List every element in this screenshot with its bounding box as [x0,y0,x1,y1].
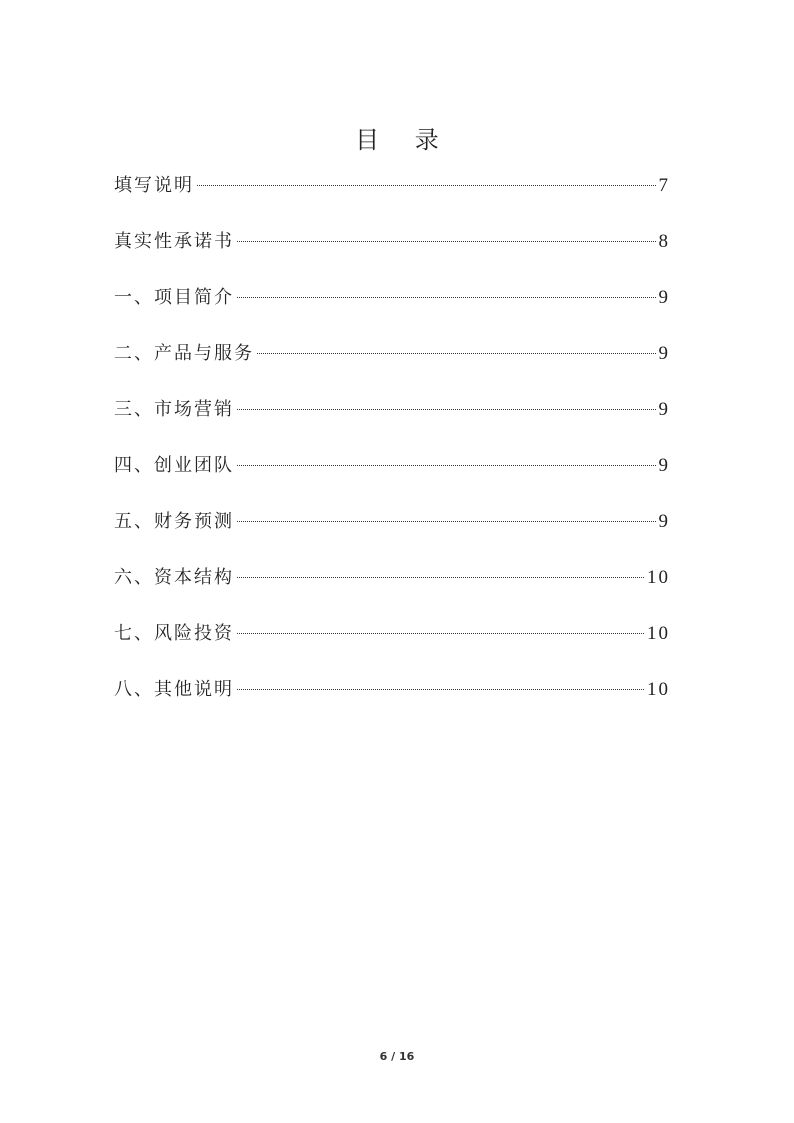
toc-dot-leader [237,409,656,410]
toc-entry-page: 10 [647,623,670,644]
toc-entry-label: 六、资本结构 [114,567,234,588]
toc-entry-project-summary[interactable] [114,280,670,336]
toc-entry-other-notes[interactable] [114,672,670,728]
toc-dot-leader [237,689,644,690]
toc-entry-page: 8 [658,231,670,252]
toc-entry-page: 9 [658,455,670,476]
toc-dot-leader [237,241,656,242]
toc-entry-page: 9 [658,343,670,364]
toc-title: 目 录 [355,126,453,154]
toc-entry-page: 7 [658,175,670,196]
toc-entry-financial-forecast[interactable] [114,504,670,560]
toc-dot-leader [257,353,656,354]
toc-entry-team[interactable] [114,448,670,504]
toc-entry-venture-capital[interactable] [114,616,670,672]
toc-entry-authenticity-pledge[interactable] [114,224,670,280]
toc-entry-capital-structure[interactable] [114,560,670,616]
toc-dot-leader [237,577,644,578]
page-number-footer: 6 / 16 [379,1050,415,1063]
toc-entry-label: 五、财务预测 [114,511,234,532]
toc-entry-page: 9 [658,399,670,420]
toc-entry-label: 一、项目简介 [114,287,234,308]
toc-dot-leader [237,297,656,298]
toc-dot-leader [197,185,656,186]
toc-entry-page: 9 [658,287,670,308]
table-of-contents [114,168,670,728]
toc-entry-products-services[interactable] [114,336,670,392]
toc-entry-marketing[interactable] [114,392,670,448]
toc-entry-label: 七、风险投资 [114,623,234,644]
toc-entry-label: 二、产品与服务 [114,343,254,364]
toc-entry-instructions[interactable] [114,168,670,224]
toc-entry-label: 四、创业团队 [114,455,234,476]
toc-dot-leader [237,521,656,522]
toc-entry-label: 真实性承诺书 [114,231,234,252]
toc-entry-label: 八、其他说明 [114,679,234,700]
toc-entry-page: 9 [658,511,670,532]
toc-entry-label: 填写说明 [114,175,194,196]
toc-dot-leader [237,633,644,634]
toc-dot-leader [237,465,656,466]
toc-entry-page: 10 [647,679,670,700]
toc-entry-page: 10 [647,567,670,588]
toc-entry-label: 三、市场营销 [114,399,234,420]
